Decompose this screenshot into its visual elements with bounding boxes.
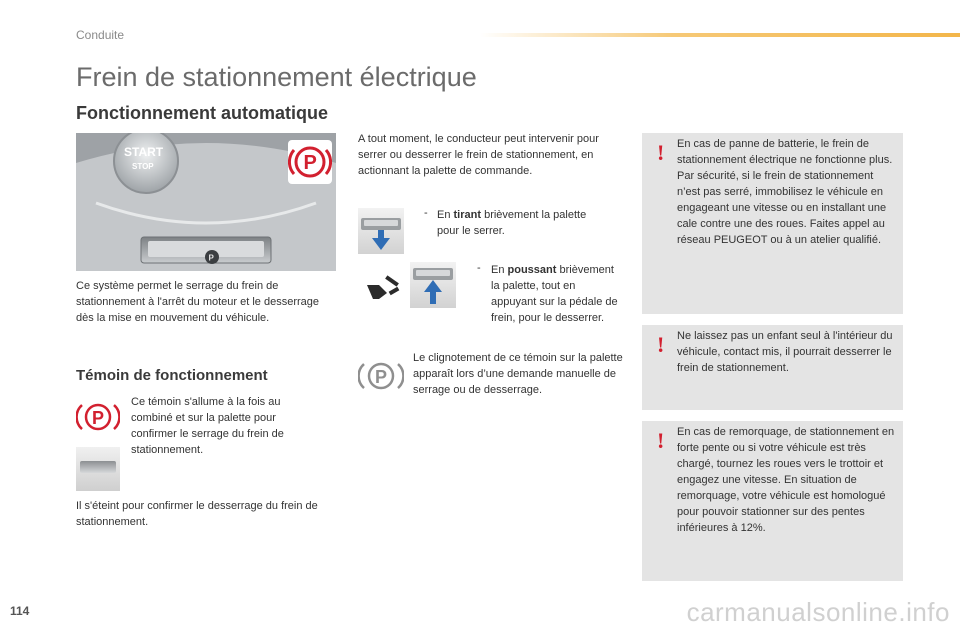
warning-exclamation-icon: !	[657, 428, 665, 453]
parking-brake-grey-icon	[358, 356, 404, 396]
lever-push-image	[410, 262, 456, 308]
warning-text: En cas de panne de batterie, le frein de stationnement électrique ne fonctionne plus. Par sécurité, si le frein de stationnement n’est pas serré, immobilisez le véhicule en engageant une vitesse ou en installant une cale contre une des roues. Faites appel au réseau PEUGEOT ou à un atelier qualifié.	[677, 138, 893, 246]
section-label: Conduite	[76, 28, 125, 42]
warning-exclamation-icon: !	[657, 140, 665, 165]
brake-pedal-icon	[365, 275, 403, 303]
page-title: Frein de stationnement électrique	[76, 62, 477, 92]
parking-brake-warning-icon	[288, 140, 332, 184]
warning-box-towing	[642, 421, 903, 581]
warning-exclamation-icon: !	[657, 332, 665, 357]
pull-dash: -	[424, 207, 428, 219]
header-rule	[480, 33, 960, 37]
blink-paragraph: Le clignotement de ce témoin sur la palette apparaît lors d’une demande manuelle de serrage ou de desserrage.	[413, 352, 623, 396]
eteint-paragraph: Il s'éteint pour confirmer le desserrage du frein de stationnement.	[76, 500, 318, 528]
warning-box-child	[642, 325, 903, 410]
lever-p-letter: P	[208, 253, 214, 263]
manual-intro-paragraph: A tout moment, le conducteur peut intervenir pour serrer ou desserrer le frein de stationnement, en actionnant la palette de commande.	[358, 133, 599, 177]
temoin-heading: Témoin de fonctionnement	[76, 367, 268, 384]
svg-text:P: P	[375, 367, 388, 387]
stop-label: STOP	[132, 162, 154, 171]
push-instruction: En poussant brièvement la palette, tout en appuyant sur la pédale de frein, pour le desserrer.	[491, 264, 618, 324]
section-subtitle: Fonctionnement automatique	[76, 103, 328, 123]
warning-text: Ne laissez pas un enfant seul à l'intérieur du véhicule, contact mis, il pourrait desserrer le frein de stationnement.	[677, 330, 893, 374]
parking-brake-warning-icon-small	[76, 397, 120, 437]
lever-pull-image	[358, 208, 404, 254]
svg-text:P: P	[303, 152, 317, 174]
watermark: carmanualsonline.info	[686, 597, 950, 627]
svg-text:P: P	[92, 408, 105, 428]
pull-instruction: En tirant brièvement la palette pour le serrer.	[437, 209, 587, 237]
intro-paragraph: Ce système permet le serrage du frein de stationnement à l'arrêt du moteur et le desserrage dès la mise en mouvement du véhicule.	[76, 280, 320, 324]
push-dash: -	[477, 262, 481, 274]
start-label: START	[124, 145, 164, 159]
warning-text: En cas de remorquage, de stationnement en forte pente ou si votre véhicule est très chargé, tournez les roues vers le trottoir et engagez une vitesse. En situation de remorquage, votre véhicule est homologué pour pouvoir stationner sur des pentes inférieures à 12%.	[677, 426, 895, 534]
temoin-paragraph: Ce témoin s'allume à la fois au combiné et sur la palette pour confirmer le serrage du frein de stationnement.	[131, 396, 284, 456]
lever-thumbnail	[76, 447, 120, 491]
warning-box-battery	[642, 133, 903, 314]
page-number: 114	[10, 604, 30, 618]
